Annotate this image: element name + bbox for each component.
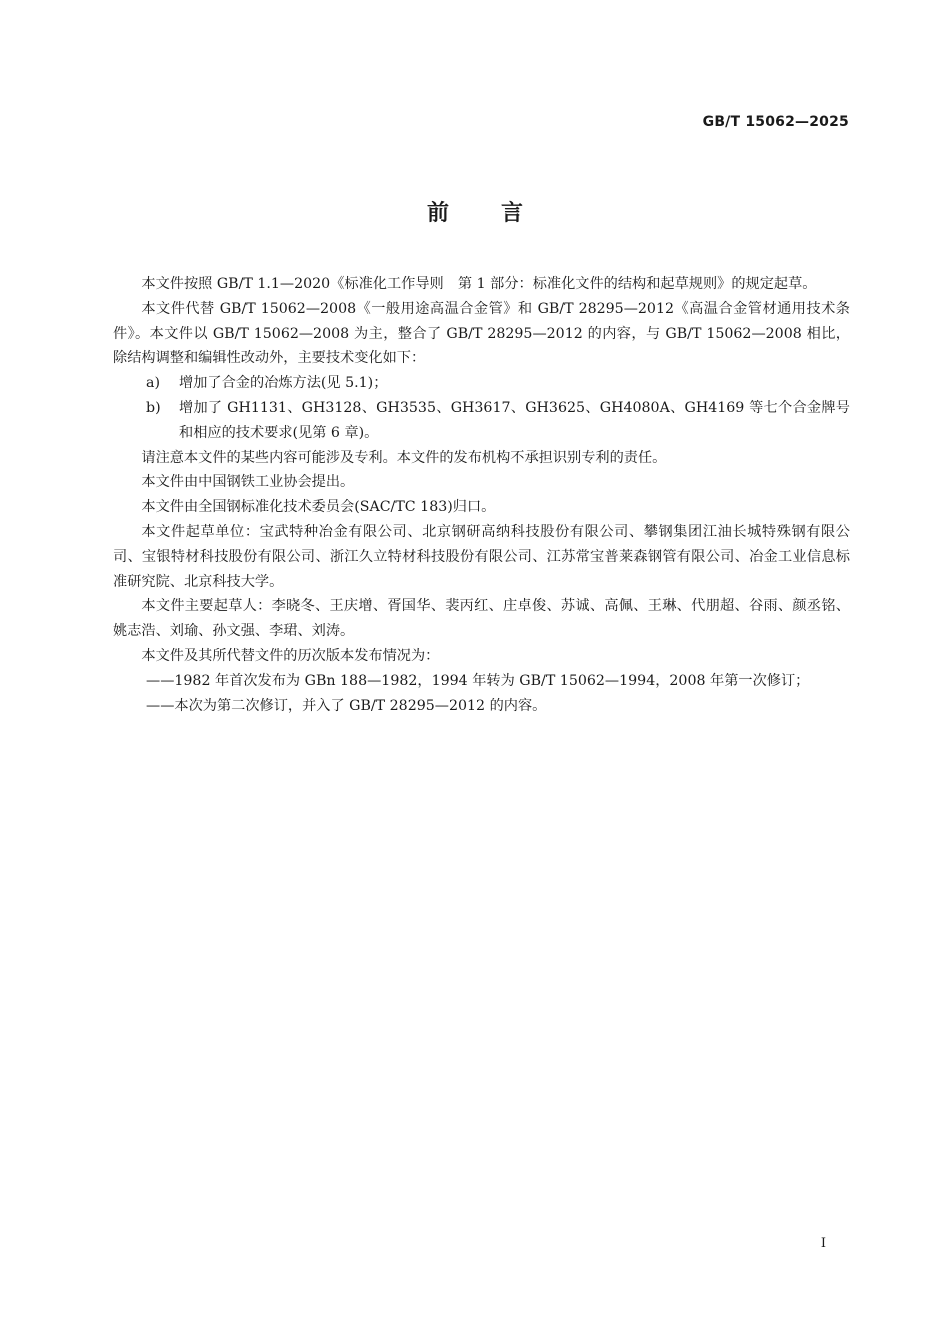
paragraph-replacement: 本文件代替 GB/T 15062—2008《一般用途高温合金管》和 GB/T 28295—2012《高温合金管材通用技术条件》。本文件以 GB/T 15062—2008 为主，整合了 GB/T 28295—2012 的内容，与 GB/T 15062—2008 相比，除结构调整和编辑性改动外，主要技术变化如下： — [113, 300, 850, 367]
paragraph-patent-notice: 请注意本文件的某些内容可能涉及专利。本文件的发布机构不承担识别专利的责任。 — [141, 449, 667, 466]
list-marker: a) — [146, 375, 160, 392]
page-number: I — [820, 1236, 826, 1251]
paragraph-committee: 本文件由全国钢标准化技术委员会(SAC/TC 183)归口。 — [141, 499, 496, 516]
list-item — [113, 396, 850, 446]
paragraph-history-intro: 本文件及其所代替文件的历次版本发布情况为： — [141, 647, 440, 664]
foreword-body — [113, 272, 850, 718]
list-item-text: 增加了合金的冶炼方法(见 5.1)； — [179, 375, 388, 392]
page-title: 前言 — [426, 201, 575, 226]
standard-code: GB/T 15062—2025 — [702, 114, 849, 130]
paragraph-drafting-rules: 本文件按照 GB/T 1.1—2020《标准化工作导则 第 1 部分：标准化文件的结构和起草规则》的规定起草。 — [141, 276, 817, 292]
paragraph-proposer: 本文件由中国钢铁工业协会提出。 — [141, 474, 355, 491]
history-item: ——1982 年首次发布为 GBn 188—1982，1994 年转为 GB/T 15062—1994，2008 年第一次修订； — [146, 672, 810, 689]
list-item — [113, 371, 850, 396]
paragraph-drafters: 本文件主要起草人：李晓冬、王庆增、胥国华、裴丙红、庄卓俊、苏诚、高佩、王琳、代朋超、谷雨、颜丞铭、姚志浩、刘瑜、孙文强、李珺、刘涛。 — [113, 598, 850, 640]
paragraph-drafting-units: 本文件起草单位：宝武特种冶金有限公司、北京钢研高纳科技股份有限公司、攀钢集团江油长城特殊钢有限公司、宝银特材科技股份有限公司、浙江久立特材科技股份有限公司、江苏常宝普莱森钢管有限公司、冶金工业信息标准研究院、北京科技大学。 — [113, 523, 850, 590]
history-item: ——本次为第二次修订，并入了 GB/T 28295—2012 的内容。 — [146, 697, 547, 714]
list-marker: b) — [146, 399, 161, 416]
list-item-text: 增加了 GH1131、GH3128、GH3535、GH3617、GH3625、GH4080A、GH4169 等七个合金牌号和相应的技术要求(见第 6 章)。 — [179, 399, 850, 441]
